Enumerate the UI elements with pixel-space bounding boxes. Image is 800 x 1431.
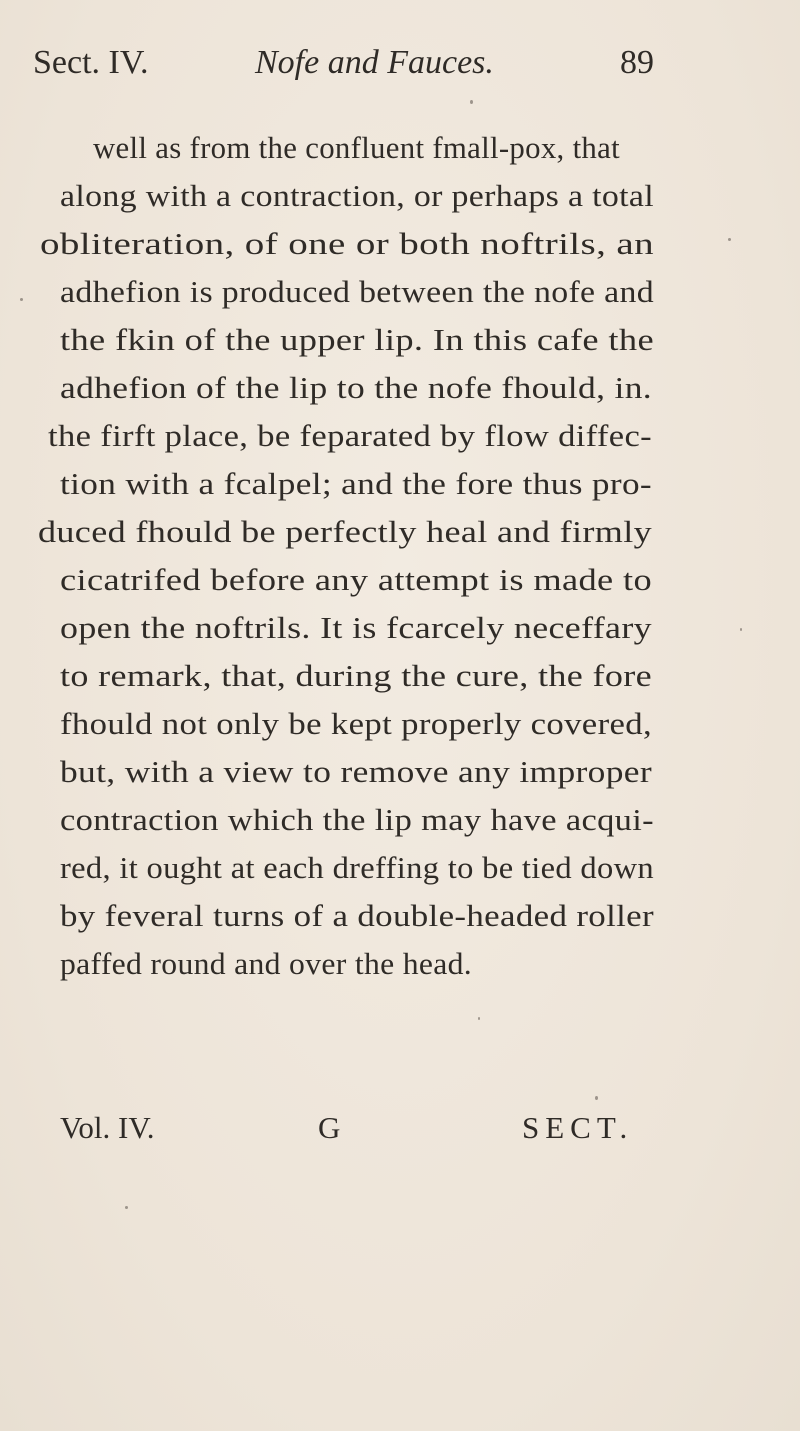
- volume-label: Vol. IV.: [60, 1110, 155, 1145]
- ink-speck: [740, 628, 742, 631]
- section-label: Sect. IV.: [33, 44, 149, 81]
- signature-mark: G: [318, 1110, 341, 1145]
- text-line: obliteration, of one or both noftrils, an: [40, 227, 654, 261]
- ink-speck: [470, 100, 473, 104]
- text-line: along with a contraction, or perhaps a total: [60, 179, 654, 213]
- running-head: [0, 44, 800, 94]
- text-line: tion with a fcalpel; and the fore thus pro-: [60, 467, 652, 501]
- text-line: red, it ought at each dreffing to be tied down: [60, 851, 654, 885]
- text-line: by feveral turns of a double-headed roller: [60, 899, 654, 933]
- ink-speck: [595, 1096, 598, 1100]
- catchword: SECT.: [522, 1110, 634, 1145]
- text-line: but, with a view to remove any improper: [60, 755, 652, 789]
- ink-speck: [478, 1017, 480, 1020]
- page-footer: [0, 1110, 800, 1160]
- ink-speck: [728, 238, 731, 241]
- chapter-title: Nofe and Fauces.: [255, 44, 494, 81]
- ink-speck: [20, 298, 23, 301]
- text-line: cicatrifed before any attempt is made to: [60, 563, 652, 597]
- page-number: 89: [620, 44, 654, 81]
- text-line: well as from the confluent fmall-pox, that: [93, 131, 620, 165]
- text-line: open the noftrils. It is fcarcely neceffary: [60, 611, 652, 645]
- text-line: adhefion of the lip to the nofe fhould, in.: [60, 371, 652, 405]
- ink-speck: [125, 1206, 128, 1209]
- text-line: the firft place, be feparated by flow diffec-: [48, 419, 652, 453]
- text-line: to remark, that, during the cure, the fore: [60, 659, 652, 693]
- text-line: paffed round and over the head.: [60, 947, 472, 981]
- text-line: the fkin of the upper lip. In this cafe the: [60, 323, 654, 357]
- text-line: duced fhould be perfectly heal and firmly: [38, 515, 652, 549]
- text-line: adhefion is produced between the nofe and: [60, 275, 654, 309]
- text-line: contraction which the lip may have acqui-: [60, 803, 654, 837]
- text-line: fhould not only be kept properly covered,: [60, 707, 652, 741]
